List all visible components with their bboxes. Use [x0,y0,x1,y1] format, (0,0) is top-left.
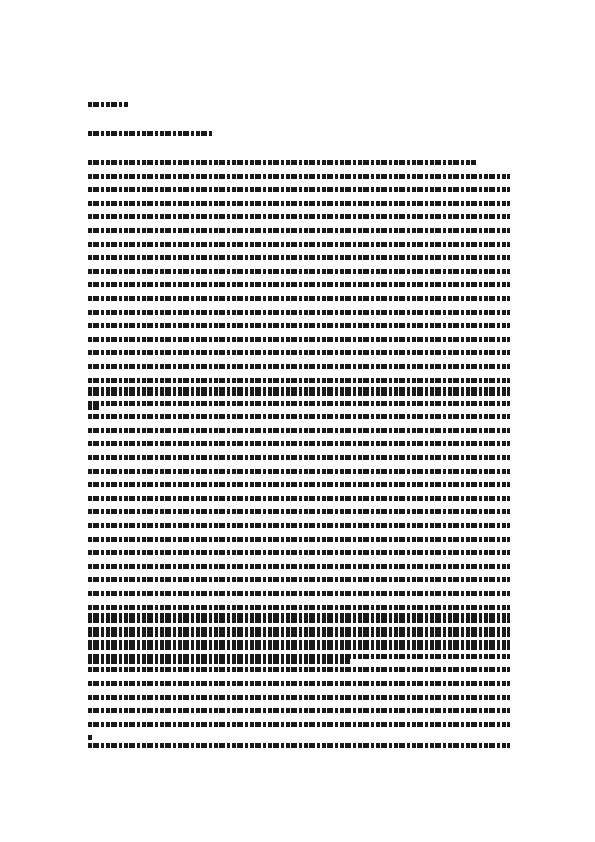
paragraph-3-line [88,667,510,672]
paragraph-1-line [88,282,510,287]
paragraph-1-line [88,160,476,165]
paragraph-2-line [88,632,510,637]
paragraph-1-line [88,310,510,315]
paragraph-1-line [88,242,510,247]
paragraph-1-line [88,228,510,233]
paragraph-3-line [88,695,510,700]
paragraph-2-line [88,537,510,542]
paragraph-3-line [88,722,510,727]
paragraph-2-line [88,645,510,650]
paragraph-2-line [88,496,510,501]
paragraph-2-line [88,401,510,406]
paragraph-2-line [88,509,510,514]
paragraph-2-line [88,441,510,446]
paragraph-1-line [88,378,510,383]
paragraph-2-line [88,523,510,528]
paragraph-1-line [88,323,510,328]
title-line [88,102,128,107]
paragraph-3-line [88,708,510,713]
paragraph-2-line [88,577,510,582]
paragraph-1-line [88,364,510,369]
paragraph-2-line [88,428,510,433]
paragraph-2-line [88,387,510,392]
paragraph-4-line [88,743,510,748]
paragraph-1-line [88,350,510,355]
paragraph-1-line [88,255,510,260]
subtitle-line [88,131,213,136]
paragraph-2-line [88,414,510,419]
paragraph-1-line [88,214,510,219]
paragraph-2-line [88,469,510,474]
paragraph-1-line [88,296,510,301]
paragraph-3-line [88,735,93,740]
paragraph-2-line [88,550,510,555]
paragraph-3-line [88,627,510,632]
paragraph-3-line [88,640,510,645]
paragraph-2-line [88,605,510,610]
paragraph-1-line [88,201,510,206]
paragraph-2-line [88,659,350,664]
paragraph-2-line [88,618,510,623]
paragraph-1-line [88,269,510,274]
paragraph-2-line [88,455,510,460]
paragraph-2-line [88,482,510,487]
paragraph-3-line [88,681,510,686]
paragraph-1-line [88,174,510,179]
paragraph-1-line [88,337,510,342]
paragraph-2-line [88,591,510,596]
paragraph-2-line [88,564,510,569]
paragraph-3-line [88,654,510,659]
paragraph-3-line [88,613,510,618]
paragraph-1-line [88,187,510,192]
